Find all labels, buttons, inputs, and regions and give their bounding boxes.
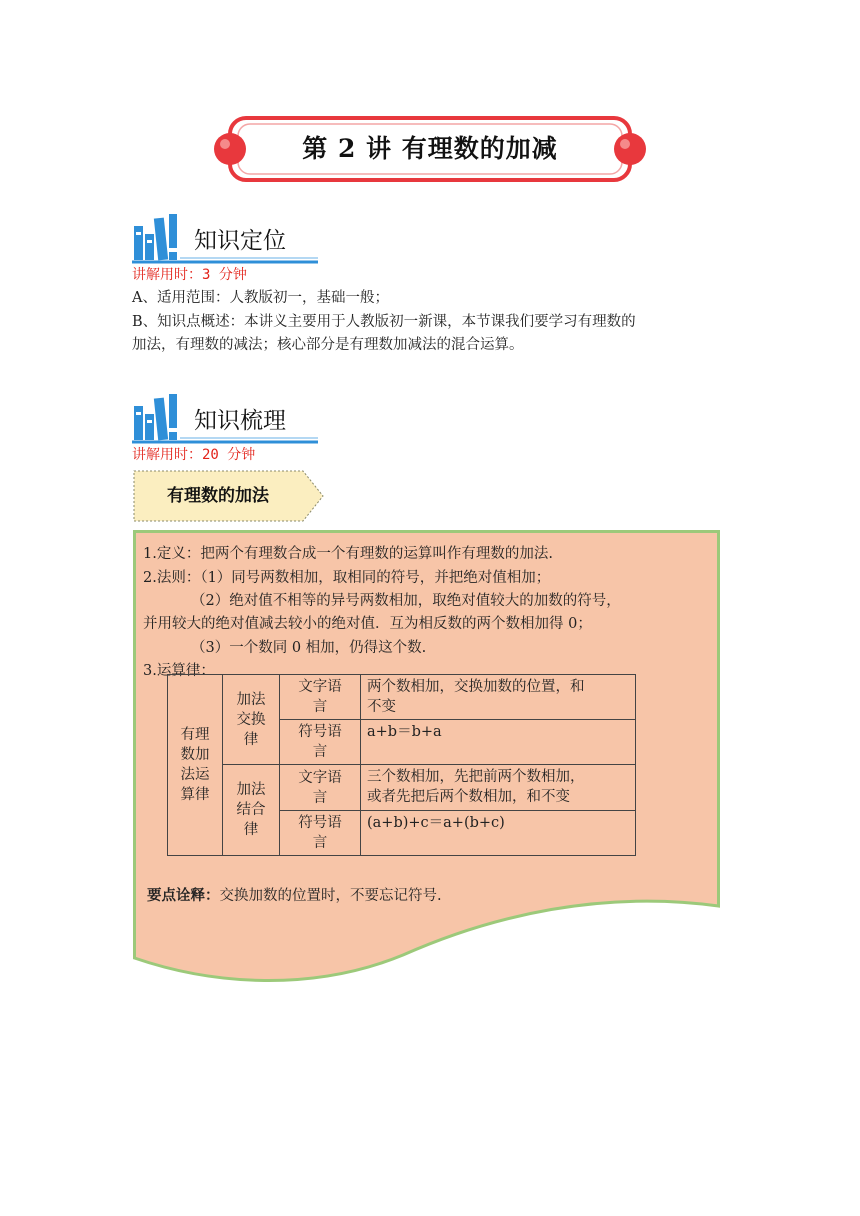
type-cell: 文字语 言	[280, 765, 361, 811]
laws-heading: 3.运算律：	[143, 663, 215, 679]
time-note: 讲解用时：20 分钟	[132, 447, 256, 463]
content-box	[133, 530, 720, 1000]
rule-line-2-cont: 并用较大的绝对值减去较小的绝对值．互为相反数的两个数相加得 0；	[143, 616, 592, 632]
type-cell: 符号语 言	[280, 720, 361, 765]
table-root-cell: 有理 数加 法运 算律	[168, 675, 223, 856]
time-note: 讲解用时：3 分钟	[132, 267, 247, 283]
desc-cell: 三个数相加，先把前两个数相加， 或者先把后两个数相加，和不变	[361, 765, 636, 811]
formula-cell: a+b＝b+a	[361, 720, 636, 765]
commutative-law-cell: 加法 交换 律	[223, 675, 280, 765]
overview-line-cont: 加法，有理数的减法；核心部分是有理数加减法的混合运算。	[132, 337, 524, 353]
topic-label: 有理数的加法	[167, 486, 269, 506]
addition-laws-table	[167, 674, 636, 856]
associative-law-cell: 加法 结合 律	[223, 765, 280, 856]
section-header-positioning	[132, 212, 322, 264]
rule-line-2: （2）绝对值不相等的异号两数相加，取绝对值较大的加数的符号，	[191, 593, 621, 609]
type-cell: 文字语 言	[280, 675, 361, 720]
type-cell: 符号语 言	[280, 811, 361, 856]
section-header-review	[132, 392, 322, 444]
key-note-text: 交换加数的位置时，不要忘记符号.	[219, 888, 442, 904]
rule-line-1: 2.法则：（1）同号两数相加，取相同的符号，并把绝对值相加；	[143, 570, 551, 586]
formula-cell: (a+b)+c＝a+(b+c)	[361, 811, 636, 856]
scope-line: A、适用范围：人教版初一，基础一般；	[132, 290, 389, 306]
key-note-label: 要点诠释：	[147, 888, 220, 904]
lecture-title: 第 2 讲 有理数的加减	[302, 134, 558, 163]
overview-line: B、知识点概述：本讲义主要用于人教版初一新课，本节课我们要学习有理数的	[132, 314, 636, 330]
rule-line-3: （3）一个数同 0 相加，仍得这个数.	[191, 640, 427, 656]
topic-tag	[133, 470, 325, 522]
key-note	[147, 884, 442, 905]
definition-line: 1.定义：把两个有理数合成一个有理数的运算叫作有理数的加法.	[143, 546, 553, 562]
section-title: 知识梳理	[194, 408, 286, 434]
desc-cell: 两个数相加，交换加数的位置，和 不变	[361, 675, 636, 720]
section-title: 知识定位	[194, 228, 286, 254]
title-banner	[208, 114, 652, 184]
